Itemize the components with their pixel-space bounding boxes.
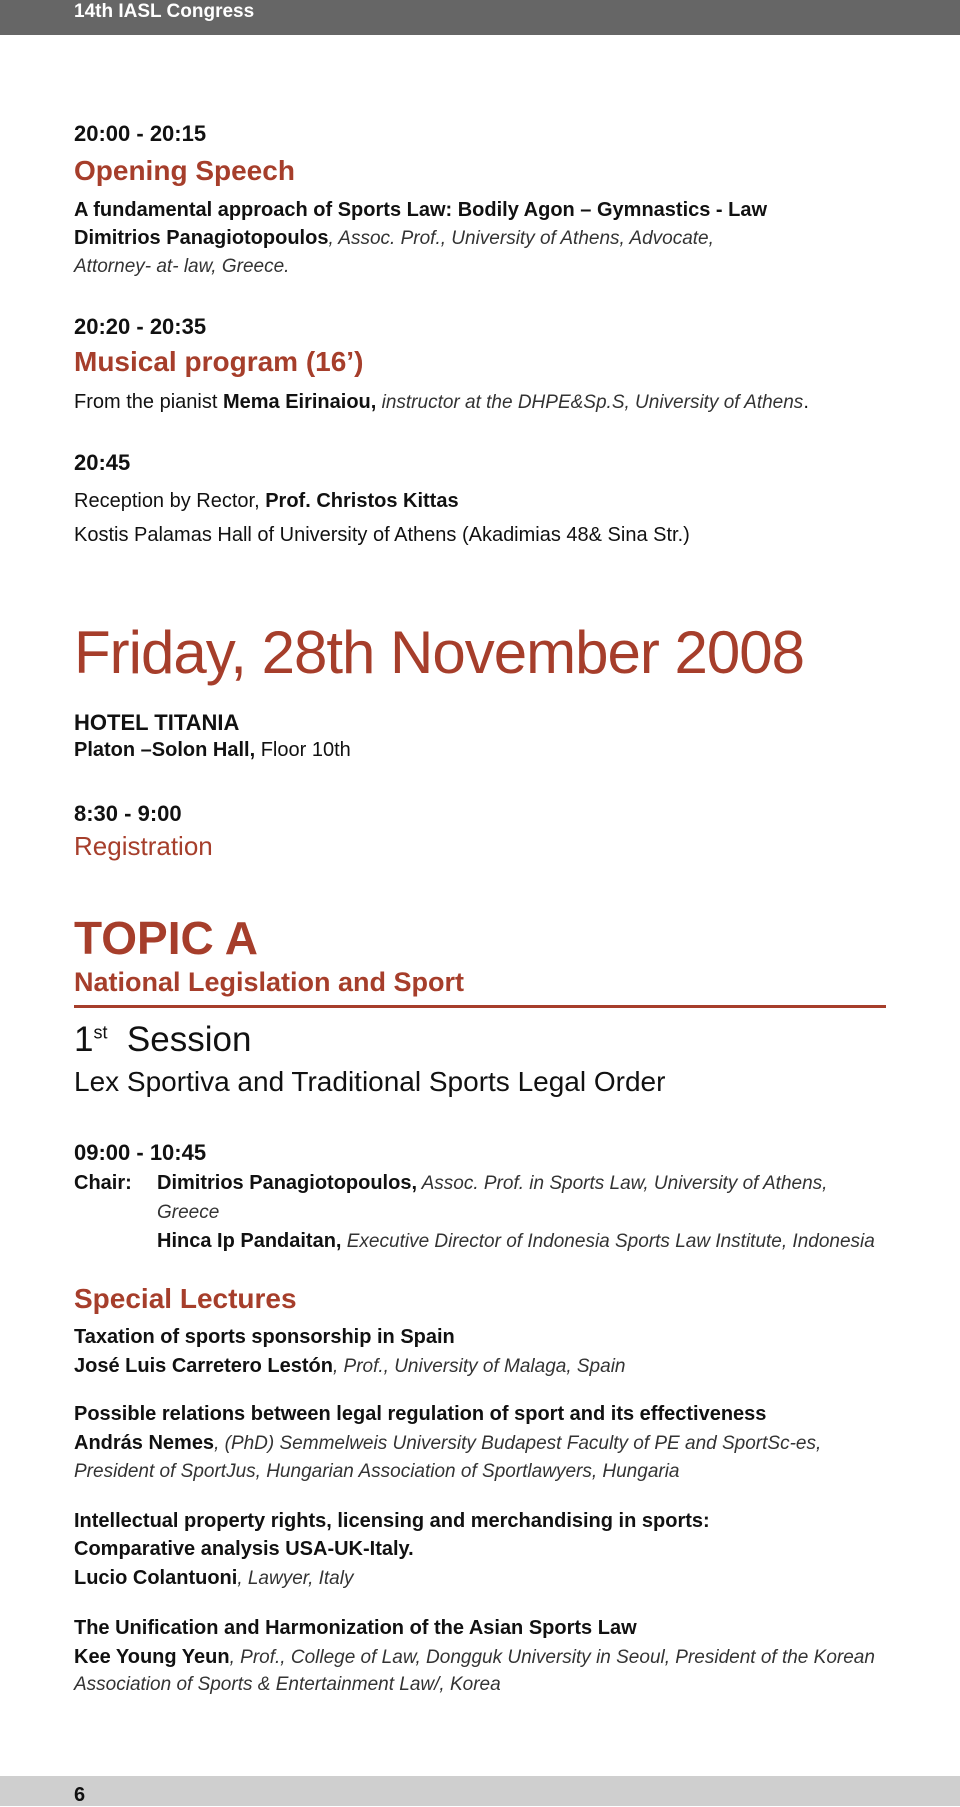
chair-1-line <box>157 1172 827 1195</box>
reception-time: 20:45 <box>74 450 131 475</box>
day-heading <box>74 618 804 687</box>
lecture-title: Possible relations between legal regulation of sport and its effectiveness <box>74 1403 767 1425</box>
hotel-name: HOTEL TITANIA <box>74 710 240 735</box>
lecture-affiliation-2: President of SportJus, Hungarian Association of Sportlawyers, Hungaria <box>74 1461 680 1482</box>
topic-subtitle: National Legislation and Sport <box>74 967 465 997</box>
lecture-speaker: Lucio Colantuoni <box>74 1567 238 1589</box>
reception-line <box>74 490 459 513</box>
lecture-speaker-line <box>74 1567 353 1590</box>
lecture-affiliation-2: Association of Sports & Entertainment Law/, Korea <box>74 1674 501 1695</box>
page-number: 6 <box>74 1784 86 1806</box>
lecture-speaker-line <box>74 1432 821 1455</box>
chair-1-name: Dimitrios Panagiotopoulos, <box>157 1172 418 1194</box>
registration-label: Registration <box>74 831 213 861</box>
day-date-suffix: th <box>326 619 375 686</box>
footer-bar <box>0 1776 960 1806</box>
chair-1-affiliation: Assoc. Prof. in Sports Law, University of Athens, <box>417 1173 828 1194</box>
opening-affiliation-2: Attorney- at- law, Greece. <box>74 256 290 277</box>
opening-heading: Opening Speech <box>74 155 295 186</box>
lecture-speaker: Kee Young Yeun <box>74 1646 230 1668</box>
hall-line <box>74 739 351 762</box>
lecture-title: Taxation of sports sponsorship in Spain <box>74 1326 455 1348</box>
reception-prefix: Reception by Rector, <box>74 490 266 512</box>
musical-prefix: From the pianist <box>74 391 223 413</box>
chair-label: Chair: <box>74 1172 132 1194</box>
lecture-title: The Unification and Harmonization of the Asian Sports Law <box>74 1617 637 1639</box>
reception-host: Prof. Christos Kittas <box>265 490 459 512</box>
lecture-speaker: András Nemes <box>74 1432 215 1454</box>
day-date-prefix: Friday, 28 <box>74 619 327 686</box>
lecture-speaker-line <box>74 1646 875 1669</box>
chair-2-line <box>157 1230 875 1253</box>
lecture-affiliation: , Prof., College of Law, Dongguk University in Seoul, President of the Korean <box>229 1647 875 1668</box>
lecture-title-2: Comparative analysis USA-UK-Italy. <box>74 1538 414 1560</box>
chair-2-name: Hinca Ip Pandaitan, <box>157 1230 342 1252</box>
registration-time: 8:30 - 9:00 <box>74 801 182 826</box>
reception-venue: Kostis Palamas Hall of University of Athens (Akadimias 48& Sina Str.) <box>74 524 690 546</box>
lecture-affiliation: , Lawyer, Italy <box>237 1568 354 1589</box>
opening-time: 20:00 - 20:15 <box>74 121 207 146</box>
musical-period: . <box>803 391 809 413</box>
lecture-affiliation: , (PhD) Semmelweis University Budapest Faculty of PE and SportSc-es, <box>214 1433 822 1454</box>
opening-talk-title: A fundamental approach of Sports Law: Bodily Agon – Gymnastics - Law <box>74 199 768 221</box>
musical-time: 20:20 - 20:35 <box>74 314 207 339</box>
special-heading: Special Lectures <box>74 1283 297 1314</box>
lecture-title: Intellectual property rights, licensing and merchandising in sports: <box>74 1510 710 1532</box>
session-ordinal: st <box>93 1022 108 1043</box>
session-heading <box>74 1020 251 1060</box>
topic-title: TOPIC A <box>74 912 259 964</box>
musical-affiliation: instructor at the DHPE&Sp.S, University of Athens <box>376 392 804 413</box>
lecture-speaker: José Luis Carretero Lestón <box>74 1355 333 1377</box>
hall-floor: Floor 10th <box>255 739 351 761</box>
chair-1-affiliation-2: Greece <box>157 1202 220 1223</box>
session-time: 09:00 - 10:45 <box>74 1140 207 1165</box>
hall-name: Platon –Solon Hall, <box>74 739 256 761</box>
day-date-rest: November 2008 <box>374 619 804 686</box>
session-word: Session <box>107 1020 252 1059</box>
header-bar <box>0 0 960 35</box>
opening-affiliation: , Assoc. Prof., University of Athens, Advocate, <box>328 228 714 249</box>
musical-performer: Mema Eirinaiou, <box>222 391 377 413</box>
musical-line <box>74 391 809 414</box>
header-title: 14th IASL Congress <box>74 1 255 22</box>
lecture-speaker-line <box>74 1355 625 1378</box>
topic-divider <box>74 1005 886 1008</box>
session-title: Lex Sportiva and Traditional Sports Legal Order <box>74 1066 666 1097</box>
opening-speaker-line <box>74 227 714 250</box>
musical-heading: Musical program (16’) <box>74 346 364 377</box>
session-number: 1 <box>74 1020 94 1059</box>
opening-speaker: Dimitrios Panagiotopoulos <box>74 227 329 249</box>
chair-2-affiliation: Executive Director of Indonesia Sports Law Institute, Indonesia <box>341 1231 875 1252</box>
lecture-affiliation: , Prof., University of Malaga, Spain <box>332 1356 626 1377</box>
